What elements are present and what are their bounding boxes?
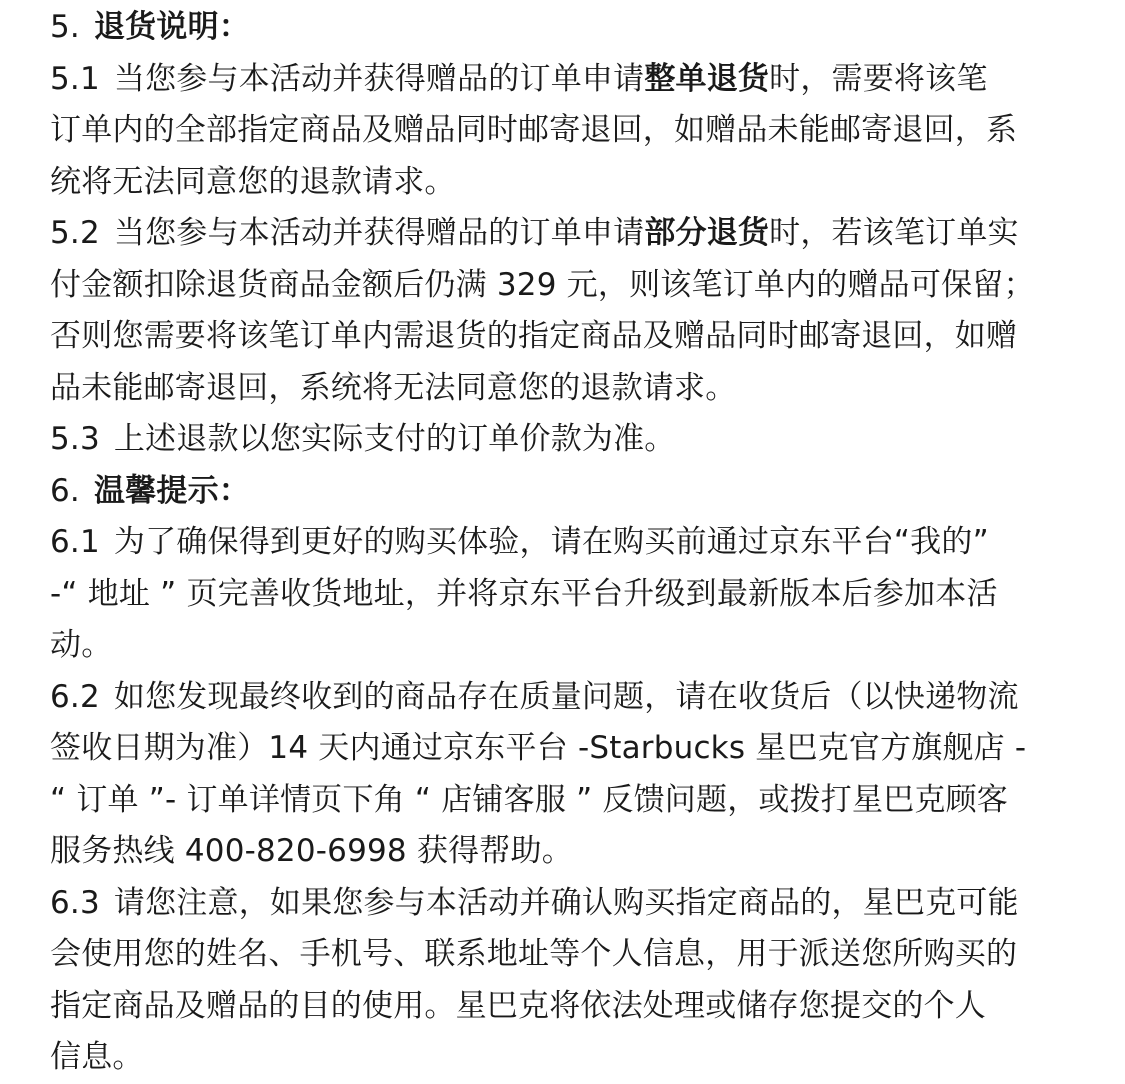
- clause-number: 6.2: [50, 678, 100, 715]
- clause-line: [50, 981, 1090, 1033]
- document-body: [50, 2, 1090, 1084]
- section-heading: [50, 466, 1090, 518]
- clause-line: [50, 157, 1090, 209]
- section-title: 退货说明：: [93, 9, 250, 45]
- clause-line: [50, 775, 1090, 827]
- clause-text: 当您参与本活动并获得赠品的订单申请: [113, 215, 645, 251]
- section-title: 温馨提示：: [93, 472, 250, 509]
- clause-text: 信息。: [50, 1039, 144, 1075]
- section-number: 6.: [50, 472, 80, 509]
- clause-text: 品未能邮寄退回，系统将无法同意您的退款请求。: [50, 369, 737, 406]
- clause-line: [50, 569, 1090, 621]
- clause-number: 6.3: [50, 884, 100, 921]
- clause-line: [50, 517, 1090, 569]
- clause-text: 服务热线 400-820-6998 获得帮助。: [50, 833, 573, 869]
- clause-text: 动。: [50, 627, 113, 663]
- clause-text: “ 订单 ”- 订单详情页下角 “ 店铺客服 ” 反馈问题，或拨打星巴克顾客: [50, 781, 1009, 818]
- clause-text: 统将无法同意您的退款请求。: [50, 163, 456, 200]
- emphasis-text: 部分退货: [644, 215, 770, 251]
- clause-text: 时，若该笔订单实: [769, 215, 1019, 251]
- clause-line: [50, 878, 1090, 930]
- section-heading: [50, 2, 1090, 54]
- clause-text: 上述退款以您实际支付的订单价款为准。: [113, 421, 676, 457]
- clause-line: [50, 311, 1090, 363]
- clause-text: 指定商品及赠品的目的使用。星巴克将依法处理或储存您提交的个人: [50, 987, 986, 1024]
- clause-line: [50, 363, 1090, 415]
- clause-text: 订单内的全部指定商品及赠品同时邮寄退回，如赠品未能邮寄退回，系: [50, 112, 1018, 148]
- emphasis-text: 整单退货: [644, 60, 770, 97]
- clause-number: 5.3: [50, 421, 100, 457]
- clause-line: [50, 414, 1090, 466]
- clause-number: 5.1: [50, 60, 100, 97]
- clause-line: [50, 826, 1090, 878]
- clause-text: 如您发现最终收到的商品存在质量问题，请在收货后（以快递物流: [113, 678, 1019, 715]
- clause-text: 会使用您的姓名、手机号、联系地址等个人信息，用于派送您所购买的: [50, 936, 1018, 972]
- clause-line: [50, 929, 1090, 981]
- clause-line: [50, 620, 1090, 672]
- clause-text: 签收日期为准）14 天内通过京东平台 -Starbucks 星巴克官方旗舰店 -: [50, 730, 1027, 766]
- clause-number: 5.2: [50, 215, 100, 251]
- clause-text: 当您参与本活动并获得赠品的订单申请: [113, 60, 645, 97]
- clause-text: -“ 地址 ” 页完善收货地址，并将京东平台升级到最新版本后参加本活: [50, 575, 998, 612]
- clause-line: [50, 672, 1090, 724]
- clause-text: 时，需要将该笔: [769, 60, 988, 97]
- clause-line: [50, 208, 1090, 260]
- clause-text: 请您注意，如果您参与本活动并确认购买指定商品的，星巴克可能: [113, 884, 1019, 921]
- clause-text: 付金额扣除退货商品金额后仍满 329 元，则该笔订单内的赠品可保留；: [50, 266, 1035, 303]
- clause-line: [50, 723, 1090, 775]
- section-number: 5.: [50, 9, 80, 45]
- clause-line: [50, 105, 1090, 157]
- clause-text: 否则您需要将该笔订单内需退货的指定商品及赠品同时邮寄退回，如赠: [50, 318, 1018, 354]
- clause-text: 为了确保得到更好的购买体验，请在购买前通过京东平台“我的”: [113, 524, 989, 560]
- clause-line: [50, 1032, 1090, 1084]
- clause-line: [50, 260, 1090, 312]
- clause-line: [50, 54, 1090, 106]
- clause-number: 6.1: [50, 524, 100, 560]
